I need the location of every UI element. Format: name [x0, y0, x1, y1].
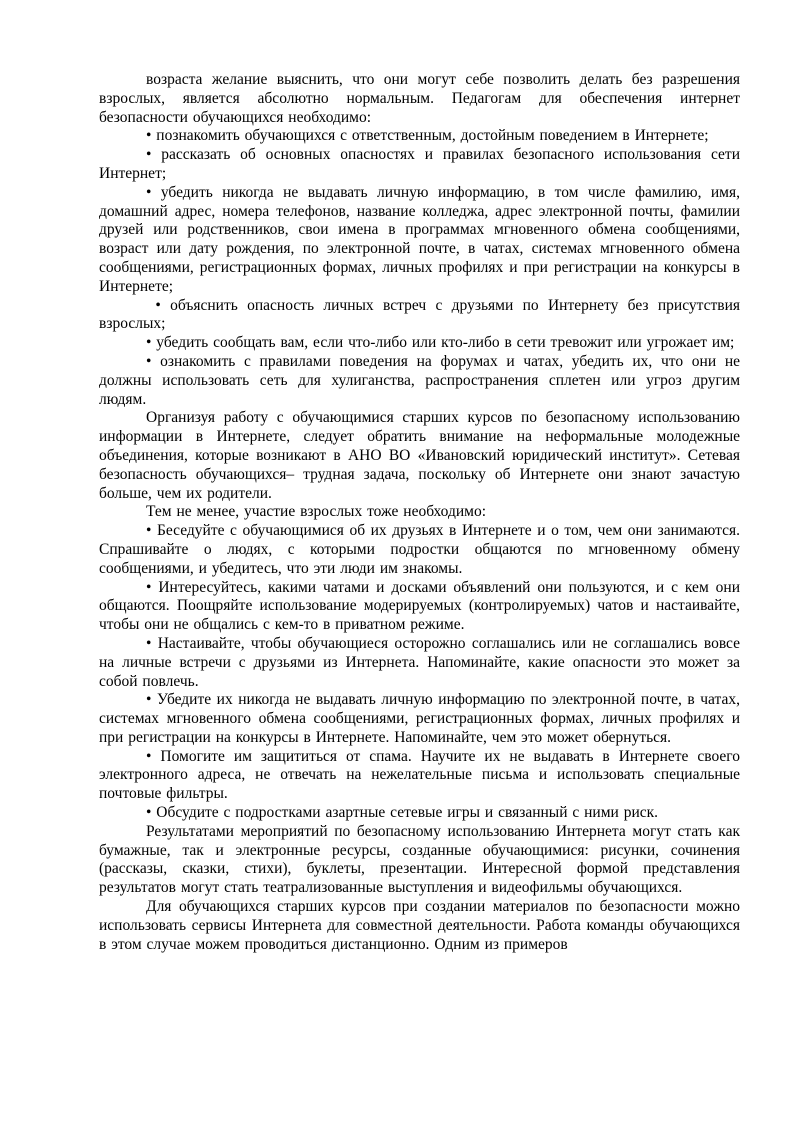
paragraph: Для обучающихся старших курсов при создании материалов по безопасности можно использовать сервисы Интернета для совместной деятельности. Работа команды обучающихся в этом случае можем проводиться дистанционно. Одним из примеров: [99, 898, 740, 953]
paragraph: Организуя работу с обучающимися старших курсов по безопасному использованию информации в Интернете, следует обратить внимание на неформальные молодежные объединения, которые возникают в АНО ВО «Ивановский юридический институт». Сетевая безопасность обучающихся– трудная задача, поскольку об Интернете они знают зачастую больше, чем их родители.: [99, 409, 740, 502]
bullet-item: • познакомить обучающихся с ответственным, достойным поведением в Интернете;: [146, 127, 709, 145]
bullet-item: • убедить сообщать вам, если что-либо или кто-либо в сети тревожит или угрожает им;: [146, 334, 735, 352]
paragraph: Тем не менее, участие взрослых тоже необходимо:: [146, 503, 487, 521]
paragraph: возраста желание выяснить, что они могут себе позволить делать без разрешения взрослых, является абсолютно нормальным. Педагогам для обеспечения интернет безопасности обучающихся необходимо:: [99, 71, 740, 126]
bullet-item: • Интересуйтесь, какими чатами и досками объявлений они пользуются, и с кем они общаются. Поощряйте использование модерируемых (контролируемых) чатов и настаивайте, чтобы они не общались с кем-то в приватном режиме.: [99, 578, 740, 634]
paragraph: Результатами мероприятий по безопасному использованию Интернета могут стать как бумажные, так и электронные ресурсы, созданные обучающимися: рисунки, сочинения (рассказы, сказки, стихи), буклеты, презентации. Интересной формой представления результатов могут стать театрализованные выступления и видеофильмы обучающихся.: [99, 822, 740, 897]
bullet-item: • убедить никогда не выдавать личную информацию, в том числе фамилию, имя, домашний адрес, номера телефонов, название колледжа, адрес электронной почты, фамилии друзей или родственников, свои имена в программах мгновенного обмена сообщениями, возраст или дату рождения, по электронной почте, в чатах, системах мгновенного обмена сообщениями, регистрационных формах, личных профилях и при регистрации на конкурсы в Интернете;: [99, 183, 740, 295]
bullet-item: • ознакомить с правилами поведения на форумах и чатах, убедить их, что они не должны использовать сеть для хулиганства, распространения сплетен или угроз другим людям.: [99, 352, 740, 408]
document-text-block: [99, 71, 740, 954]
bullet-item: • Помогите им защититься от спама. Научите их не выдавать в Интернете своего электронного адреса, не отвечать на нежелательные письма и использовать специальные почтовые фильтры.: [99, 747, 740, 803]
bullet-item: • рассказать об основных опасностях и правилах безопасного использования сети Интернет;: [99, 146, 740, 182]
bullet-item: • Убедите их никогда не выдавать личную информацию по электронной почте, в чатах, системах мгновенного обмена сообщениями, регистрационных формах, личных профилях и при регистрации на конкурсы в Интернете. Напоминайте, чем это может обернуться.: [99, 691, 740, 746]
bullet-item: • Беседуйте с обучающимися об их друзьях в Интернете и о том, чем они занимаются. Спрашивайте о людях, с которыми подростки общаются по мгновенному обмену сообщениями, и убедитесь, что эти люди им знакомы.: [99, 522, 740, 577]
bullet-item: • Настаивайте, чтобы обучающиеся осторожно соглашались или не соглашались вовсе на личные встречи с друзьями из Интернета. Напоминайте, какие опасности это может за собой повлечь.: [99, 634, 740, 690]
bullet-item: • Обсудите с подростками азартные сетевые игры и связанный с ними риск.: [146, 804, 659, 822]
bullet-item: • объяснить опасность личных встреч с друзьями по Интернету без присутствия взрослых;: [99, 296, 740, 333]
